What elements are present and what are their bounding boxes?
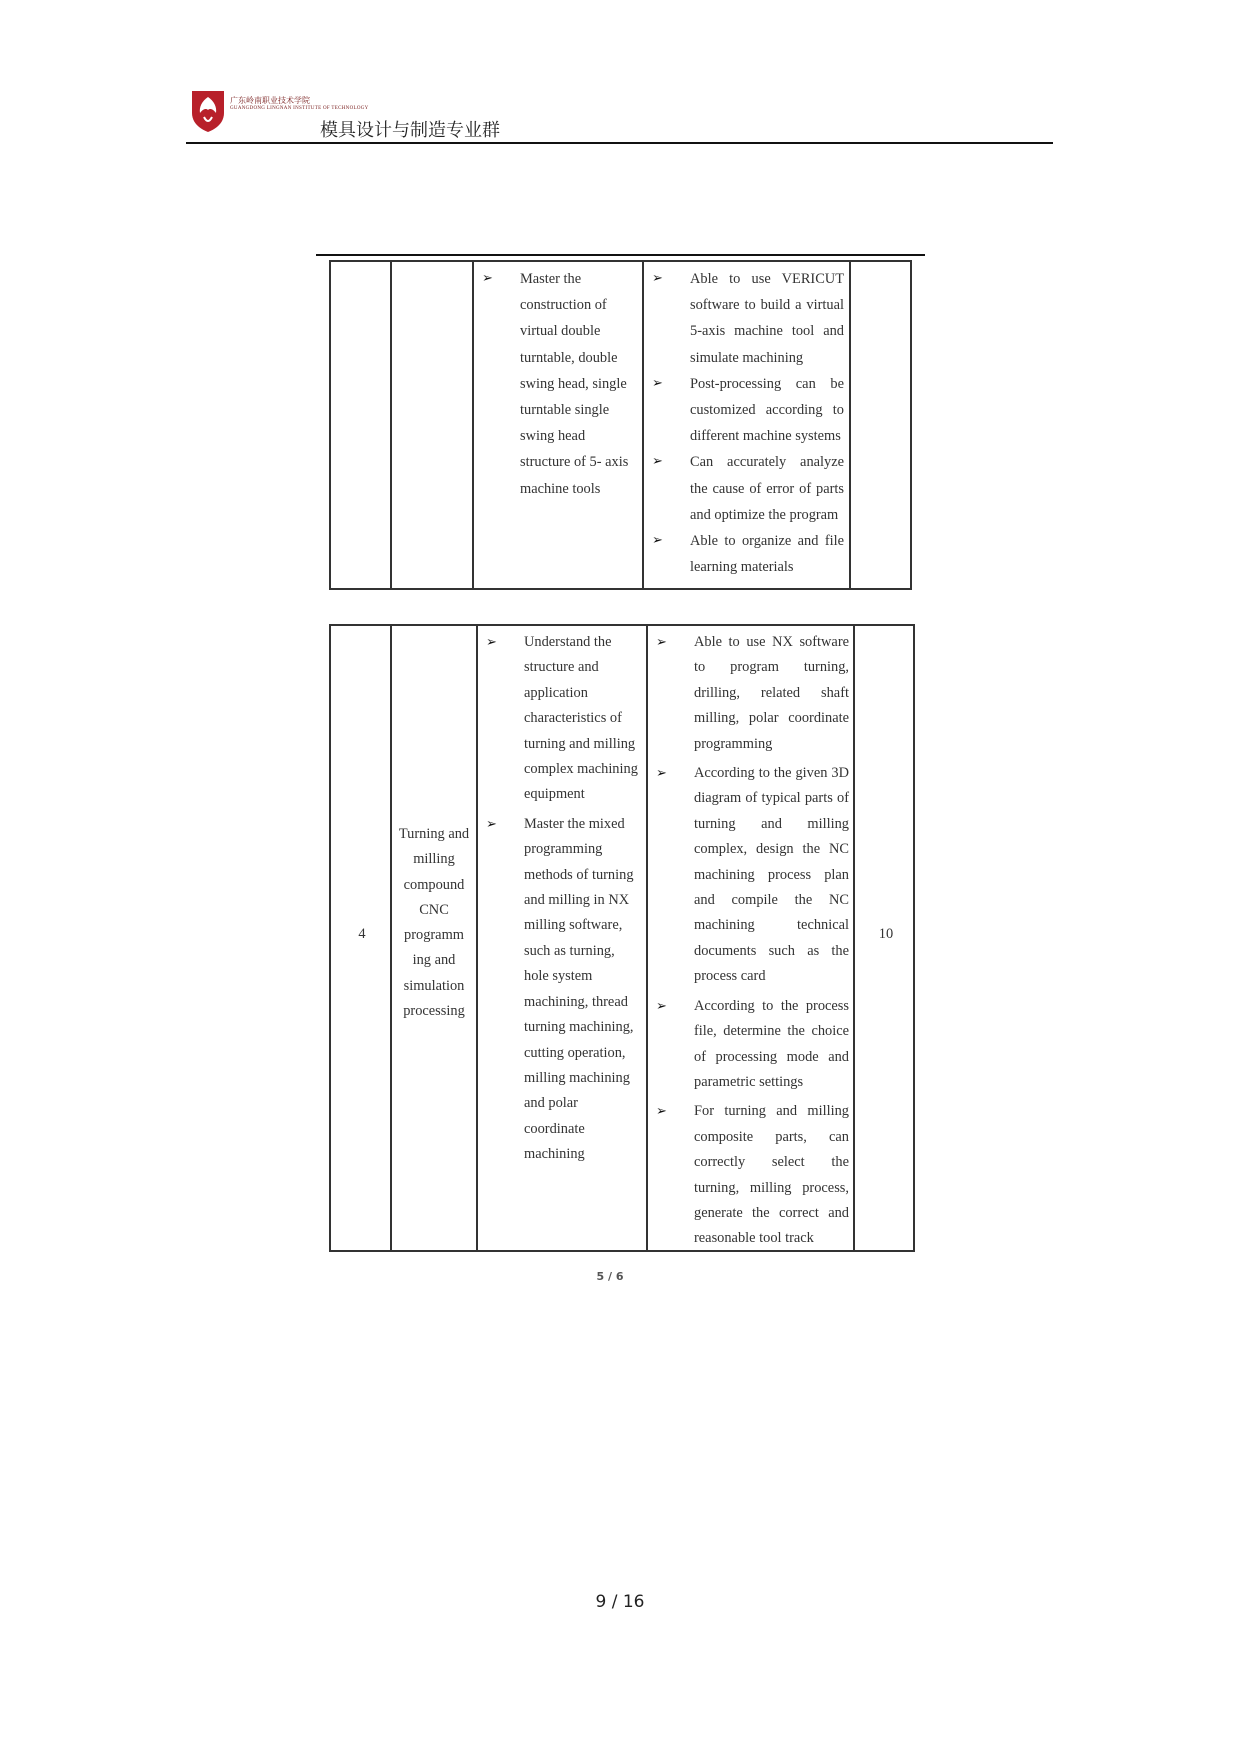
list-item bbox=[486, 630, 640, 808]
knowledge-text: Master the mixed programming methods of turning and milling in NX milling software, such as turning, hole system machining, thread turning machining, cutting operation, milling machining and polar coordinate machining bbox=[524, 815, 634, 1163]
list-item bbox=[656, 1099, 849, 1251]
table1-skill-cell bbox=[652, 266, 844, 580]
bullet-arrow-icon: ➢ bbox=[486, 816, 497, 832]
table2-col-divider-4 bbox=[853, 624, 855, 1252]
skill-text: Able to organize and file learning materials bbox=[690, 533, 844, 576]
school-name-en: GUANGDONG LINGNAN INSTITUTE OF TECHNOLOGY bbox=[230, 106, 369, 111]
list-item bbox=[652, 371, 844, 450]
skill-text: Can accurately analyze the cause of error of parts and optimize the program bbox=[690, 454, 844, 523]
list-item bbox=[482, 266, 632, 502]
bullet-arrow-icon: ➢ bbox=[486, 635, 497, 650]
skill-text: For turning and milling composite parts, can correctly select the turning, milling process, generate the correct and reasonable tool track bbox=[694, 1103, 849, 1247]
bullet-arrow-icon: ➢ bbox=[652, 271, 663, 286]
table2-col-divider-2 bbox=[476, 624, 478, 1252]
bullet-arrow-icon: ➢ bbox=[652, 375, 663, 391]
list-item bbox=[652, 528, 844, 580]
skill-text: Able to use VERICUT software to build a virtual 5-axis machine tool and simulate machining bbox=[690, 271, 844, 366]
bullet-arrow-icon: ➢ bbox=[656, 998, 667, 1014]
credit-hours: 10 bbox=[878, 926, 894, 942]
skill-text: According to the process file, determine the choice of processing mode and parametric settings bbox=[694, 997, 849, 1090]
school-logo-icon bbox=[190, 89, 226, 133]
bullet-arrow-icon: ➢ bbox=[652, 533, 663, 549]
inner-page-label: 5 / 6 bbox=[596, 1270, 624, 1283]
page-number: 9 / 16 bbox=[595, 1592, 645, 1612]
list-item bbox=[656, 630, 849, 757]
list-item bbox=[486, 812, 640, 1168]
table1-col-divider-3 bbox=[642, 260, 644, 590]
skill-text: Able to use NX software to program turning, drilling, related shaft milling, polar coordinate programming bbox=[694, 634, 849, 752]
list-item bbox=[656, 761, 849, 990]
table2-col-divider-1 bbox=[390, 624, 392, 1252]
bullet-arrow-icon: ➢ bbox=[652, 454, 663, 470]
knowledge-text: Understand the structure and application characteristics of turning and milling complex machining equipment bbox=[524, 634, 638, 803]
bullet-arrow-icon: ➢ bbox=[656, 635, 667, 650]
table2-skill-cell bbox=[656, 630, 849, 1256]
department-title: 模具设计与制造专业群 bbox=[320, 120, 500, 141]
bullet-arrow-icon: ➢ bbox=[482, 271, 493, 286]
table2-knowledge-cell bbox=[486, 630, 640, 1168]
header-divider bbox=[186, 142, 1053, 144]
bullet-arrow-icon: ➢ bbox=[656, 766, 667, 782]
table1-knowledge-cell bbox=[482, 266, 632, 502]
table2-col-divider-3 bbox=[646, 624, 648, 1252]
table-top-rule bbox=[316, 254, 925, 256]
course-name: Turning and milling compound CNC programm ing and simulation processing bbox=[398, 826, 470, 1020]
knowledge-text: Master the construction of virtual double turntable, double swing head, single turntable single swing head structure of 5- axis machine tools bbox=[520, 271, 629, 497]
skill-text: According to the given 3D diagram of typical parts of turning and milling complex, design the NC machining process plan and compile the NC machining technical documents such as the process card bbox=[694, 765, 849, 985]
table1-col-divider-4 bbox=[849, 260, 851, 590]
skill-text: Post-processing can be customized according to different machine systems bbox=[690, 375, 844, 445]
table1-col-divider-1 bbox=[390, 260, 392, 590]
school-name-cn: 广东岭南职业技术学院 bbox=[230, 96, 310, 105]
table1-col-divider-2 bbox=[472, 260, 474, 590]
list-item bbox=[652, 449, 844, 528]
list-item bbox=[652, 266, 844, 371]
list-item bbox=[656, 994, 849, 1096]
row-number: 4 bbox=[358, 926, 366, 942]
bullet-arrow-icon: ➢ bbox=[656, 1104, 667, 1120]
